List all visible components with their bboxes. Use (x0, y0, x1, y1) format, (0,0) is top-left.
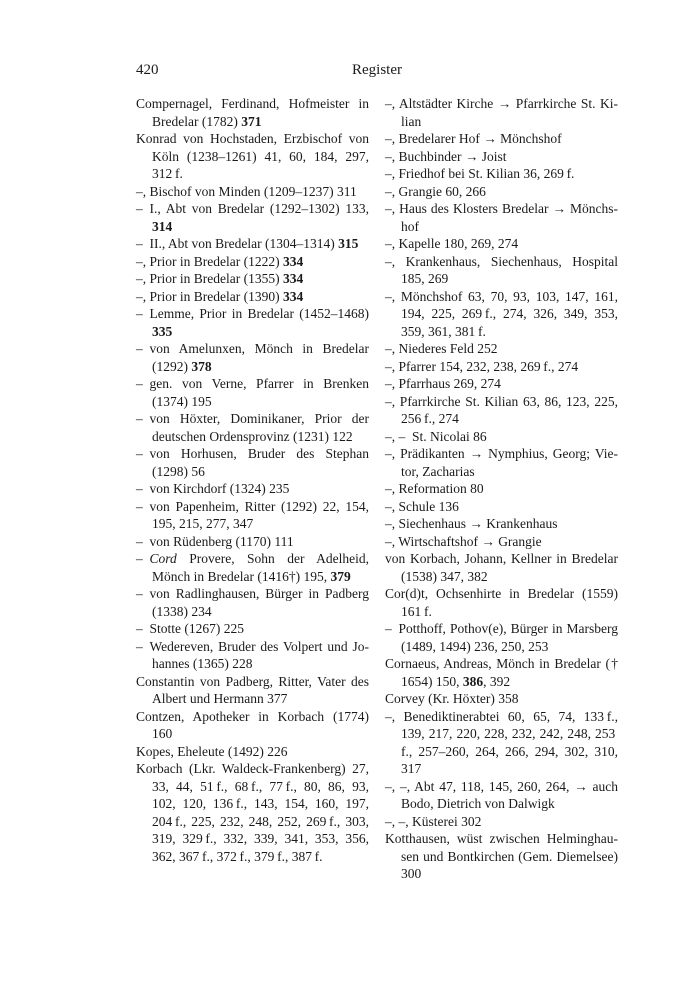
entry-text: 334 (282, 271, 304, 286)
entry-text: Konrad von Hochstaden, Erzbischof von Köln (1238–1261) 41, 60, 184, 297, 312 f. (136, 131, 369, 181)
entry-text: – gen. von Verne, Pfarrer in Brenken (1374) 195 (136, 376, 369, 409)
page-number: 420 (136, 62, 159, 78)
index-entry (136, 638, 369, 673)
entry-text: –, Benediktinerabtei 60, 65, 74, 133 f., 139, 217, 220, 228, 232, 242, 248, 253 f., 257–260, 264, 266, 294, 302, 310, 317 (385, 708, 618, 776)
entry-text: Kotthausen, wüst zwischen Helminghausen und Bontkirchen (Gem. Diemelsee) 300 (385, 831, 618, 881)
entry-text: – Potthoff, Pothov(e), Bürger in Marsberg (1489, 1494) 236, 250, 253 (385, 621, 618, 654)
entry-text: , 392 (483, 673, 511, 689)
entry-text: –, Prior in Bredelar (1390) (136, 288, 283, 304)
index-entry (136, 200, 369, 235)
index-entry (136, 585, 369, 620)
entry-text: –, –, Abt 47, 118, 145, 260, 264, → auch Bodo, Dietrich von Dalwigk (385, 778, 618, 811)
entry-text: –, Reformation 80 (385, 481, 484, 496)
index-entry (136, 340, 369, 375)
entry-text: – von Kirchdorf (1324) 235 (136, 481, 290, 496)
entry-text: von Korbach, Johann, Kellner in Bredelar (1538) 347, 382 (385, 551, 618, 584)
entry-text: Cord (149, 551, 177, 566)
index-entry (385, 358, 618, 376)
index-entry (385, 550, 618, 585)
index-entry (136, 620, 369, 638)
entry-text: – von Papenheim, Ritter (1292) 22, 154, 195, 215, 277, 347 (136, 498, 369, 531)
index-entry (385, 375, 618, 393)
entry-text: Korbach (Lkr. Waldeck-Frankenberg) 27, 33, 44, 51 f., 68 f., 77 f., 80, 86, 93, 102, 120, 136 f., 143, 154, 160, 197, 204 f., 225, 232, 248, 252, 269 f., 303, 319, 329 f., 332, 339, 341, 353, 356, 362, 367 f., 372 f., 379 f., 387 f. (136, 761, 369, 864)
index-entry (385, 515, 618, 533)
entry-text: – Stotte (1267) 225 (136, 621, 244, 636)
entry-text: –, Buchbinder → Joist (385, 148, 507, 164)
entry-text: –, Altstädter Kirche → Pfarrkirche St. Kilian (385, 96, 618, 129)
index-entry (136, 445, 369, 480)
entry-text: –, Bischof von Minden (1209–1237) 311 (136, 183, 357, 199)
index-entry (385, 200, 618, 235)
entry-text: – II., Abt von Bredelar (1304–1314) (136, 236, 339, 251)
index-entry (136, 708, 369, 743)
index-entry (385, 445, 618, 480)
entry-text: Cornaeus, Andreas, Mönch in Bredelar († 1654) 150, (385, 656, 618, 689)
entry-text: Kopes, Eheleute (1492) 226 (136, 743, 288, 759)
entry-text: – von Radlinghausen, Bürger in Padberg (1338) 234 (136, 586, 369, 619)
index-entry (385, 533, 618, 551)
index-entry (385, 585, 618, 620)
entry-text: 378 (191, 358, 212, 374)
index-entry (385, 148, 618, 166)
entry-text: –, Pfarrhaus 269, 274 (385, 376, 501, 391)
index-entry (136, 743, 369, 761)
index-entry (136, 253, 369, 271)
entry-text: Compernagel, Ferdinand, Hofmeister in Bredelar (1782) (136, 96, 369, 129)
entry-text: Contzen, Apotheker in Korbach (1774) 160 (136, 708, 369, 741)
index-entry (136, 498, 369, 533)
index-entry (385, 130, 618, 148)
entry-text: –, Schule 136 (385, 498, 459, 514)
index-entry (136, 235, 369, 253)
entry-text: –, Siechenhaus → Krankenhaus (385, 516, 558, 531)
entry-text: Provere, Sohn der Adelheid, Mönch in Bredelar (1416†) 195, (152, 551, 369, 584)
index-entry (385, 95, 618, 130)
entry-text: – (136, 551, 150, 566)
entry-text: –, Prior in Bredelar (1355) (136, 271, 283, 286)
index-entry (385, 480, 618, 498)
entry-text: –, Pfarrer 154, 232, 238, 269 f., 274 (385, 358, 579, 374)
index-entry (385, 288, 618, 341)
index-entry (385, 253, 618, 288)
entry-text: 314 (152, 218, 173, 234)
entry-text: –, – St. Nicolai 86 (385, 428, 487, 444)
entry-text: –, Bredelarer Hof → Mönchshof (385, 131, 562, 146)
index-entry (385, 620, 618, 655)
index-entry (136, 270, 369, 288)
entry-text: Cor(d)t, Ochsenhirte in Bredelar (1559) 161 f. (385, 586, 618, 619)
index-entry (385, 340, 618, 358)
entry-text: –, Prior in Bredelar (1222) (136, 253, 283, 269)
index-entry (136, 533, 369, 551)
index-entry (136, 305, 369, 340)
index-entry (136, 550, 369, 585)
index-entry (136, 375, 369, 410)
entry-text: – von Rüdenberg (1170) 111 (136, 533, 294, 549)
entry-text: –, Haus des Klosters Bredelar → Mönchshof (385, 201, 618, 234)
entry-text: 386 (462, 673, 484, 689)
entry-text: – Lemme, Prior in Bredelar (1452–1468) (136, 306, 369, 321)
index-entry (385, 165, 618, 183)
index-entry (136, 130, 369, 183)
index-entry (136, 410, 369, 445)
index-entry (136, 760, 369, 865)
index-column-left (136, 95, 369, 865)
entry-text: 334 (282, 288, 304, 304)
index-column-right (385, 95, 618, 883)
index-entry (136, 288, 369, 306)
index-entry (385, 708, 618, 778)
entry-text: – von Amelunxen, Mönch in Bredelar (1292) (136, 341, 369, 374)
entry-text: 371 (241, 113, 262, 129)
page-header (136, 62, 618, 82)
entry-text: –, Wirtschaftshof → Grangie (385, 533, 542, 549)
entry-text: Corvey (Kr. Höxter) 358 (385, 691, 519, 706)
index-entry (385, 183, 618, 201)
index-entry (385, 813, 618, 831)
index-entry (136, 480, 369, 498)
entry-text: –, Pfarrkirche St. Kilian 63, 86, 123, 225, 256 f., 274 (385, 393, 618, 426)
index-entry (385, 830, 618, 883)
entry-text: Constantin von Padberg, Ritter, Vater des Albert und Hermann 377 (136, 673, 369, 706)
index-entry (385, 778, 618, 813)
entry-text: 379 (330, 568, 351, 584)
index-entry (385, 690, 618, 708)
entry-text: –, Friedhof bei St. Kilian 36, 269 f. (385, 166, 575, 181)
entry-text: 334 (282, 253, 304, 269)
index-entry (136, 673, 369, 708)
entry-text: – Wedereven, Bruder des Volpert und Johannes (1365) 228 (136, 638, 369, 671)
index-entry (385, 393, 618, 428)
index-entry (136, 183, 369, 201)
index-entry (136, 95, 369, 130)
index-entry (385, 498, 618, 516)
entry-text: – von Höxter, Dominikaner, Prior der deutschen Ordensprovinz (1231) 122 (136, 411, 369, 444)
entry-text: –, Prädikanten → Nymphius, Georg; Vietor, Zacharias (385, 446, 618, 479)
index-entry (385, 235, 618, 253)
entry-text: – von Horhusen, Bruder des Stephan (1298) 56 (136, 446, 369, 479)
running-title: Register (352, 62, 402, 78)
entry-text: –, Grangie 60, 266 (385, 183, 486, 199)
entry-text: –, Niederes Feld 252 (385, 341, 498, 356)
entry-text: –, Mönchshof 63, 70, 93, 103, 147, 161, 194, 225, 269 f., 274, 326, 349, 353, 359, 361, 381 f. (385, 288, 618, 339)
entry-text: –, Krankenhaus, Siechenhaus, Hospital 185, 269 (385, 253, 618, 286)
entry-text: – I., Abt von Bredelar (1292–1302) 133, (136, 201, 369, 216)
index-entry (385, 428, 618, 446)
entry-text: 335 (152, 323, 173, 339)
entry-text: –, –, Küsterei 302 (385, 813, 482, 829)
entry-text: –, Kapelle 180, 269, 274 (385, 236, 519, 251)
index-entry (385, 655, 618, 690)
entry-text: 315 (338, 236, 359, 251)
